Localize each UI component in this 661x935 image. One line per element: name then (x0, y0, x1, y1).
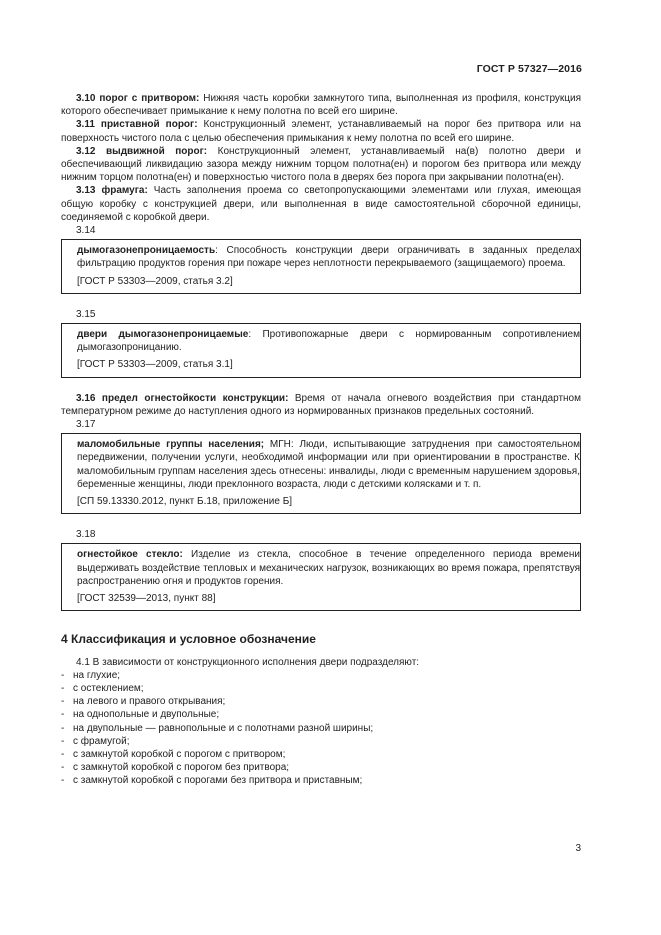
list-dash: - (61, 748, 65, 760)
list-item-text: с замкнутой коробкой с порогом без притвора; (73, 762, 290, 774)
list-dash: - (61, 722, 65, 734)
term-3-15: двери дымогазонепроницаемые (77, 329, 249, 341)
term-3-10: 3.10 порог с притвором: (76, 93, 200, 104)
list-item (61, 761, 581, 774)
section-4-title: 4 Классификация и условное обозначение (61, 632, 316, 647)
list-item (61, 669, 581, 682)
term-3-16: 3.16 предел огнестойкости конструкции: (76, 392, 289, 404)
definition-3-17: маломобильные группы населения; МГН: Люди, испытывающие затруднения при самостоятельном передвижении, получении услуги, необходимой информации или при ориентировании в пространстве. К маломобильным группам населения здесь отнесены: инвалиды, люди с временным нарушением здоровья, беременные женщины, люди преклонного возраста, люди с детскими колясками и т. п. (77, 439, 580, 490)
paragraph-4-1: 4.1 В зависимости от конструкционного исполнения двери подразделяют: (76, 656, 420, 668)
term-3-18: огнестойкое стекло: (77, 549, 183, 561)
term-box-3-15 (61, 323, 581, 378)
paragraph-3-10: 3.10 порог с притвором: Нижняя часть коробки замкнутого типа, выполненная из профиля, конструкция которого обеспечивает примыкание к нему полотна по всей его ширине. (61, 93, 581, 118)
list-dash: - (61, 762, 65, 774)
list-dash: - (61, 735, 65, 747)
term-3-12: 3.12 выдвижной порог: (76, 145, 208, 157)
document-body (61, 92, 581, 788)
list-item-text: на левого и правого открывания; (73, 696, 226, 708)
list-item-text: с остеклением; (73, 682, 144, 694)
list-item (61, 748, 581, 761)
paragraph-3-13: 3.13 фрамуга: Часть заполнения проема со светопропускающими элементами или глухая, имеющая общую коробку с конструкцией двери, или выполненная в виде самостоятельной сборочной единицы, соединяемой с коробкой двери. (61, 185, 581, 223)
term-box-3-14 (61, 239, 581, 294)
paragraph-3-16: 3.16 предел огнестойкости конструкции: Время от начала огневого воздействия при стандартном температурном режиме до наступления одного из нормированных признаков предельных состояний. (61, 392, 581, 417)
reference-3-14: [ГОСТ Р 53303—2009, статья 3.2] (77, 275, 233, 287)
list-item-text: на двупольные — равнопольные и с полотнами разной ширины; (73, 722, 374, 734)
list-item-text: с фрамугой; (73, 735, 130, 747)
definition-3-14: дымогазонепроницаемость: Способность конструкции двери ограничивать в заданных пределах фильтрацию продуктов горения при пожаре через неплотности перекрываемого (защищаемого) проема. (77, 245, 580, 270)
term-3-17: маломобильные группы населения; (77, 439, 265, 451)
definition-3-18: огнестойкое стекло: Изделие из стекла, способное в течение определенного периода времени выдерживать воздействие тепловых и механических нагрузок, возникающих во время пожара, препятствуя распространению огня и продуктов горения. (77, 549, 580, 587)
definition-3-15: двери дымогазонепроницаемые: Противопожарные двери с нормированным сопротивлением дымогазопроницанию. (77, 329, 580, 354)
term-3-11: 3.11 приставной порог: (76, 119, 198, 131)
number-3-15: 3.15 (76, 308, 96, 320)
number-3-18: 3.18 (76, 529, 96, 541)
paragraph-3-12: 3.12 выдвижной порог: Конструкционный элемент, устанавливаемый на(в) полотно двери и обеспечивающий ликвидацию зазора между нижним торцом полотна(ен) и порогом без притвора или между нижним торцом полотна(ен) и поверхностью чистого пола в дверях без порога при закрывании полотна(ен). (61, 145, 581, 184)
term-box-3-17 (61, 433, 581, 514)
list-dash: - (61, 709, 65, 721)
list-item-text: на глухие; (73, 669, 121, 681)
list-item (61, 774, 581, 787)
term-3-14: дымогазонепроницаемость (77, 245, 216, 257)
list-dash: - (61, 775, 65, 787)
list-dash: - (61, 669, 65, 681)
term-box-3-18 (61, 543, 581, 611)
list-dash: - (61, 682, 65, 694)
list-item (61, 722, 581, 735)
list-dash: - (61, 696, 65, 708)
list-item (61, 695, 581, 708)
list-item (61, 735, 581, 748)
paragraph-3-11: 3.11 приставной порог: Конструкционный элемент, устанавливаемый на порог без притвора или на поверхность чистого пола с целью обеспечения примыкания к нему полотна по всей его ширине. (61, 119, 581, 144)
document-code: ГОСТ Р 57327—2016 (476, 63, 582, 75)
list-item-text: с замкнутой коробкой с порогом с притвором; (73, 748, 286, 760)
list-item (61, 708, 581, 721)
number-3-14: 3.14 (76, 225, 96, 237)
reference-3-18: [ГОСТ 32539—2013, пункт 88] (77, 593, 216, 605)
list-item-text: на однопольные и двупольные; (73, 709, 220, 721)
list-item-text: с замкнутой коробкой с порогами без притвора и приставным; (73, 775, 363, 787)
term-3-13: 3.13 фрамуга: (76, 185, 148, 197)
reference-3-17: [СП 59.13330.2012, пункт Б.18, приложение Б] (77, 496, 293, 508)
list-item (61, 682, 581, 695)
number-3-17: 3.17 (76, 419, 96, 431)
classification-list (61, 669, 581, 788)
page-number: 3 (575, 843, 581, 854)
reference-3-15: [ГОСТ Р 53303—2009, статья 3.1] (77, 359, 233, 371)
